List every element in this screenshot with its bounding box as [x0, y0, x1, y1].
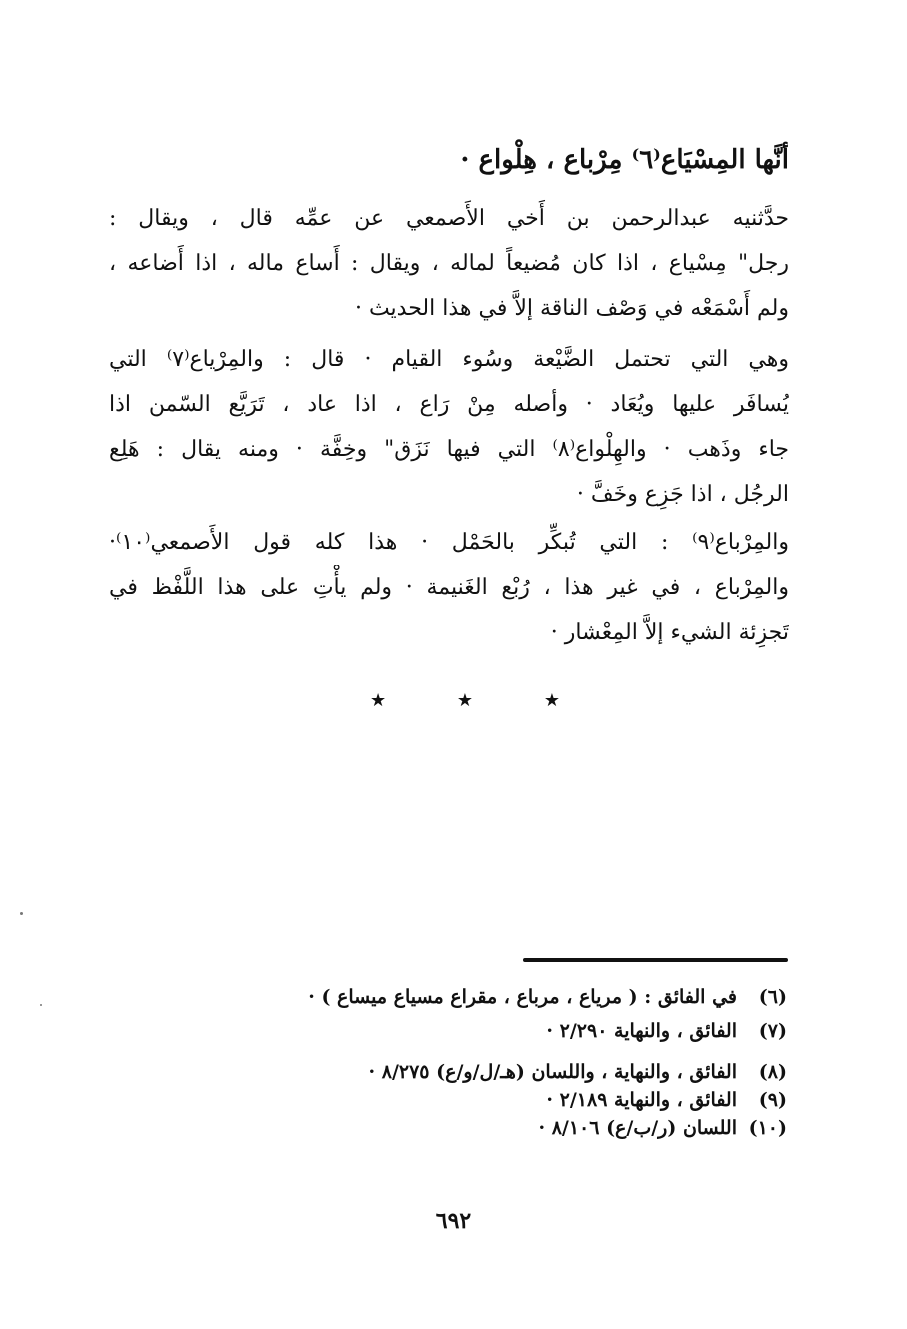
- footnote-8: [167, 1058, 787, 1086]
- footnote-text: اللسان (ر/ب/ع) ٨/١٠٦ ·: [538, 1117, 737, 1139]
- paragraph-1: [109, 196, 789, 331]
- paragraph-line: وهي التي تحتمل الضَّيْعة وسُوء القيام · قال : والمِرْياع⁽٧⁾ التي: [109, 347, 789, 372]
- paragraph-line: والمِرْباع ، في غير هذا ، رُبْع الغَنيمة · ولم يأْتِ على هذا اللَّفْظ في: [109, 575, 789, 600]
- footnote-7: [167, 1014, 787, 1048]
- scan-speck: [40, 1004, 42, 1006]
- footnote-divider: [523, 958, 788, 962]
- footnote-6: [167, 980, 787, 1014]
- paragraph-line: رجل" مِسْياع ، اذا كان مُضيعاً لماله ، ويقال : أَساع ماله ، اذا أَضاعه ،: [109, 251, 789, 276]
- footnote-text: الفائق ، والنهاية ٢/٢٩٠ ·: [546, 1020, 737, 1042]
- footnote-10: [167, 1114, 787, 1142]
- footnotes: [167, 980, 787, 1142]
- footnote-9: [167, 1086, 787, 1114]
- paragraph-line: الرجُل ، اذا جَزِع وخَفَّ ·: [576, 482, 789, 507]
- paragraph-line: والمِرْباع⁽٩⁾ : التي تُبكِّر بالحَمْل · هذا كله قول الأَصمعي⁽١٠⁾·: [109, 530, 789, 555]
- star-icon: ★: [456, 690, 474, 711]
- paragraph-line: تَجزِئة الشيء إلاَّ المِعْشار ·: [550, 620, 789, 645]
- footnote-number: (٧): [758, 1020, 787, 1042]
- scan-speck: [20, 912, 23, 915]
- footnote-number: (١٠): [748, 1117, 787, 1139]
- page-number: ٦٩٢: [435, 1208, 472, 1234]
- footnote-text: الفائق ، والنهاية ٢/١٨٩ ·: [546, 1089, 737, 1111]
- footnote-number: (٦): [758, 986, 787, 1008]
- footnote-text: الفائق ، والنهاية ، واللسان (هـ/ل/و/ع) ٨/٢٧٥ ·: [368, 1061, 737, 1083]
- paragraph-line: ولم أَسْمَعْه في وَصْف الناقة إلاَّ في هذا الحديث ·: [354, 296, 789, 321]
- star-icon: ★: [543, 690, 560, 711]
- star-icon: ★: [370, 690, 387, 711]
- paragraph-line: جاء وذَهب · والهِلْواع⁽٨⁾ التي فيها نَزَق" وخِفَّة · ومنه يقال : هَلِع: [109, 437, 789, 462]
- opening-verse-line: أنَّها المِسْيَاع⁽٦⁾ مِرْباع ، هِلْواع ·: [460, 145, 789, 175]
- paragraph-line: حدَّثنيه عبدالرحمن بن أَخي الأَصمعي عن عمِّه قال ، ويقال :: [109, 206, 789, 231]
- paragraph-3: [109, 520, 789, 655]
- paragraph-line: يُسافَر عليها ويُعَاد · وأصله مِنْ رَاع ، اذا عاد ، تَرَيَّع السّمن اذا: [109, 392, 789, 417]
- footnote-number: (٨): [758, 1061, 787, 1083]
- footnote-text: في الفائق : ( مرياع ، مرباع ، مقراع مسياع ميساع ) ·: [308, 986, 737, 1008]
- section-ornament: [370, 690, 560, 712]
- footnote-number: (٩): [758, 1089, 787, 1111]
- paragraph-2: [109, 337, 789, 517]
